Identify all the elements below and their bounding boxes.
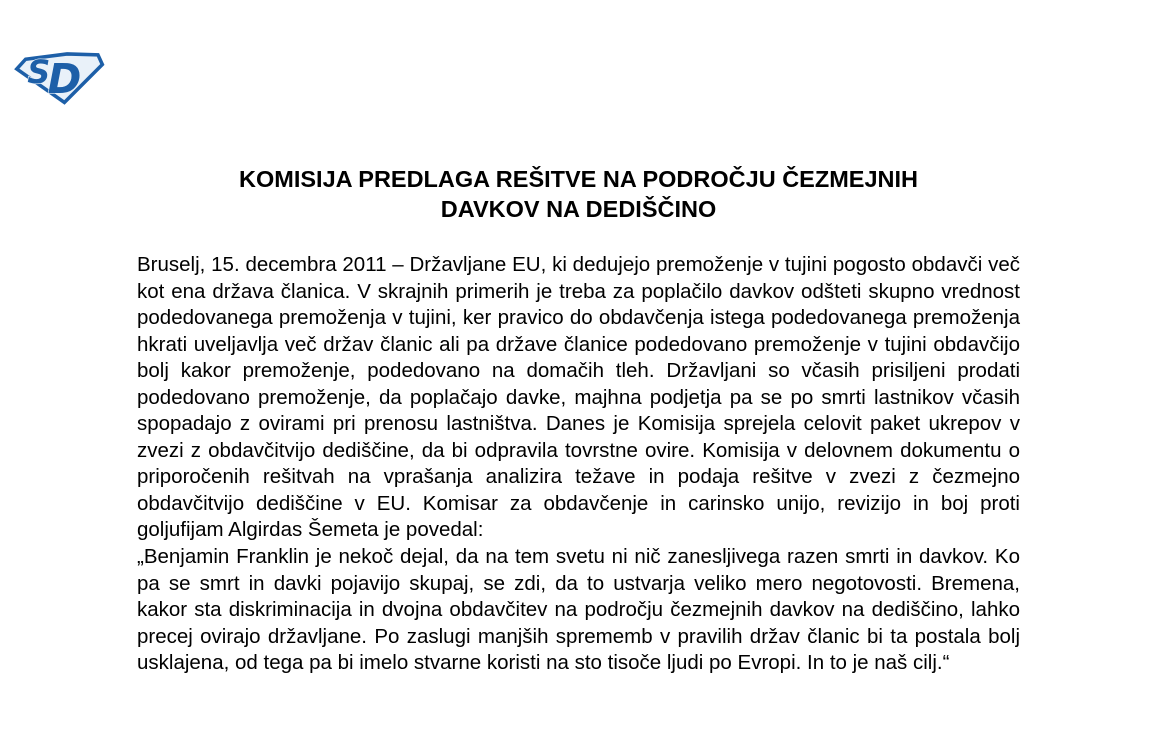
logo-letter-s: S — [27, 55, 51, 92]
paragraph-quote: „Benjamin Franklin je nekoč dejal, da na tem svetu ni nič zanesljivega razen smrti in davkov. Ko pa se smrt in davki pojavijo skupaj, se zdi, da to ustvarja veliko mero negotovosti. Bremena, kakor sta diskriminacija in dvojna obdavčitev na področju čezmejnih davkov na dediščino, lahko precej ovirajo državljane. Po zaslugi manjših sprememb v pravilih držav članic bi ta postala bolj usklajena, od tega pa bi imelo stvarne koristi na sto tisoče ljudi po Evropi. In to je naš cilj.“ — [137, 545, 1020, 675]
document-body — [137, 252, 1020, 677]
sd-logo — [14, 46, 106, 106]
logo-letter-d: D — [47, 54, 82, 103]
document-title-line-1: KOMISIJA PREDLAGA REŠITVE NA PODROČJU ČEZMEJNIH — [239, 166, 918, 192]
sd-shield-icon — [14, 46, 106, 106]
document-title-line-2: DAVKOV NA DEDIŠČINO — [440, 196, 717, 222]
document-title — [137, 164, 1020, 224]
paragraph-intro: Bruselj, 15. decembra 2011 – Državljane EU, ki dedujejo premoženje v tujini pogosto obdavči več kot ena država članica. V skrajnih primerih je treba za poplačilo davkov odšteti skupno vrednost podedovanega premoženja v tujini, ker pravico do obdavčenja istega podedovanega premoženja hkrati uveljavlja več držav članic ali pa države članice podedovano premoženje v tujini obdavčijo bolj kakor premoženje, podedovano na domačih tleh. Državljani so včasih prisiljeni prodati podedovano premoženje, da poplačajo davke, majhna podjetja pa se po smrti lastnikov včasih spopadajo z ovirami pri prenosu lastništva. Danes je Komisija sprejela celovit paket ukrepov v zvezi z obdavčitvijo dediščine, da bi odpravila tovrstne ovire. Komisija v delovnem dokumentu o priporočenih rešitvah na vprašanja analizira težave in podaja rešitve v zvezi z čezmejno obdavčitvijo dediščine v EU. Komisar za obdavčenje in carinsko unijo, revizijo in boj proti goljufijam Algirdas Šemeta je povedal: — [137, 253, 1020, 542]
